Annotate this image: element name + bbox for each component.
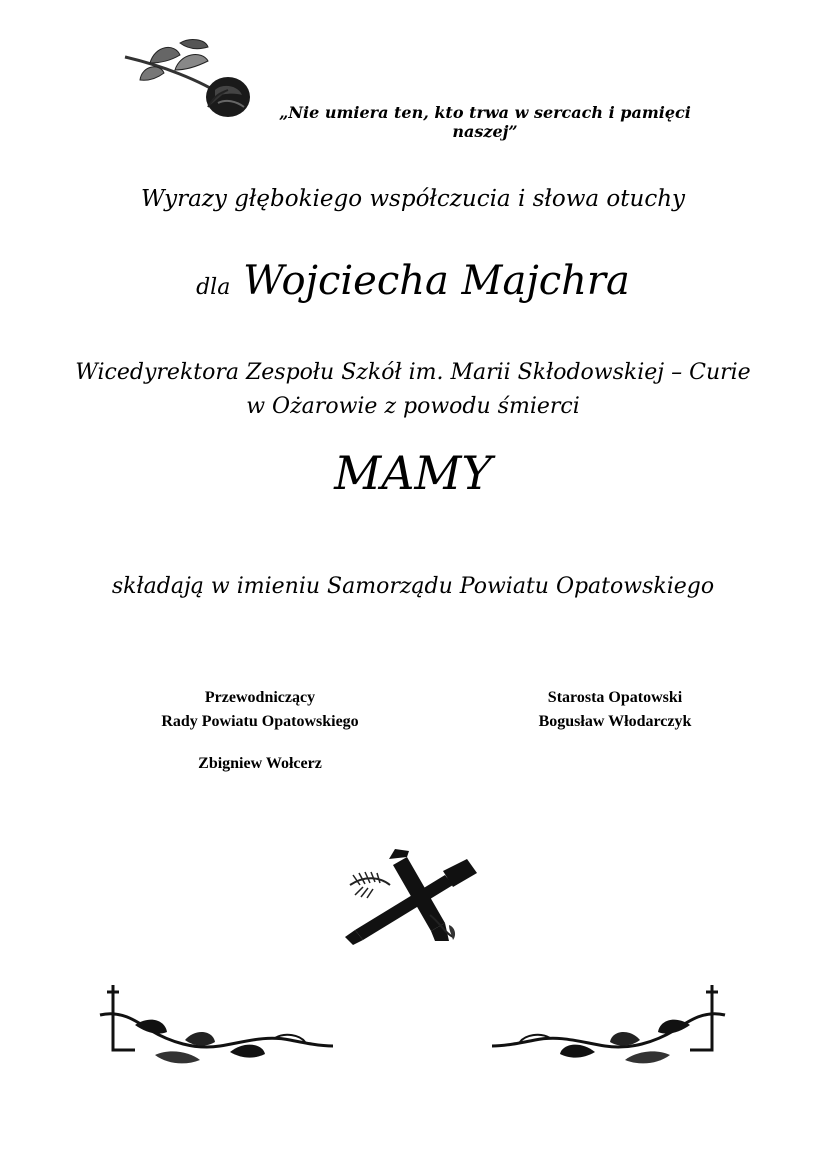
signature-left-name: Zbigniew Wołcerz (198, 755, 322, 772)
rose-icon (120, 35, 255, 125)
signature-right-title-1: Starosta Opatowski (547, 689, 683, 706)
signature-left-title-1: Przewodniczący (204, 689, 316, 706)
position-line-2: w Ożarowie z powodu śmierci (246, 394, 580, 419)
sender-line: składają w imieniu Samorządu Powiatu Opatowskiego (111, 574, 715, 599)
recipient-name: Wojciecha Majchra (243, 258, 630, 304)
cross-with-palm-icon (345, 845, 485, 945)
memorial-quote: „Nie umiera ten, kto trwa w sercach i pamięci naszej” (279, 103, 691, 141)
signature-left-title-2: Rady Powiatu Opatowskiego (161, 713, 359, 730)
signature-right (490, 686, 740, 734)
ornament-left-icon (95, 980, 335, 1070)
signature-left (120, 686, 400, 776)
recipient-line (0, 258, 826, 304)
deceased-title: MAMY (334, 446, 492, 500)
recipient-prefix: dla (196, 275, 231, 300)
position-line-1: Wicedyrektora Zespołu Szkół im. Marii Skłodowskiej – Curie (75, 360, 751, 385)
signature-right-name: Bogusław Włodarczyk (538, 713, 692, 730)
ornament-right-icon (490, 980, 730, 1070)
condolence-line: Wyrazy głębokiego współczucia i słowa otuchy (140, 186, 686, 212)
